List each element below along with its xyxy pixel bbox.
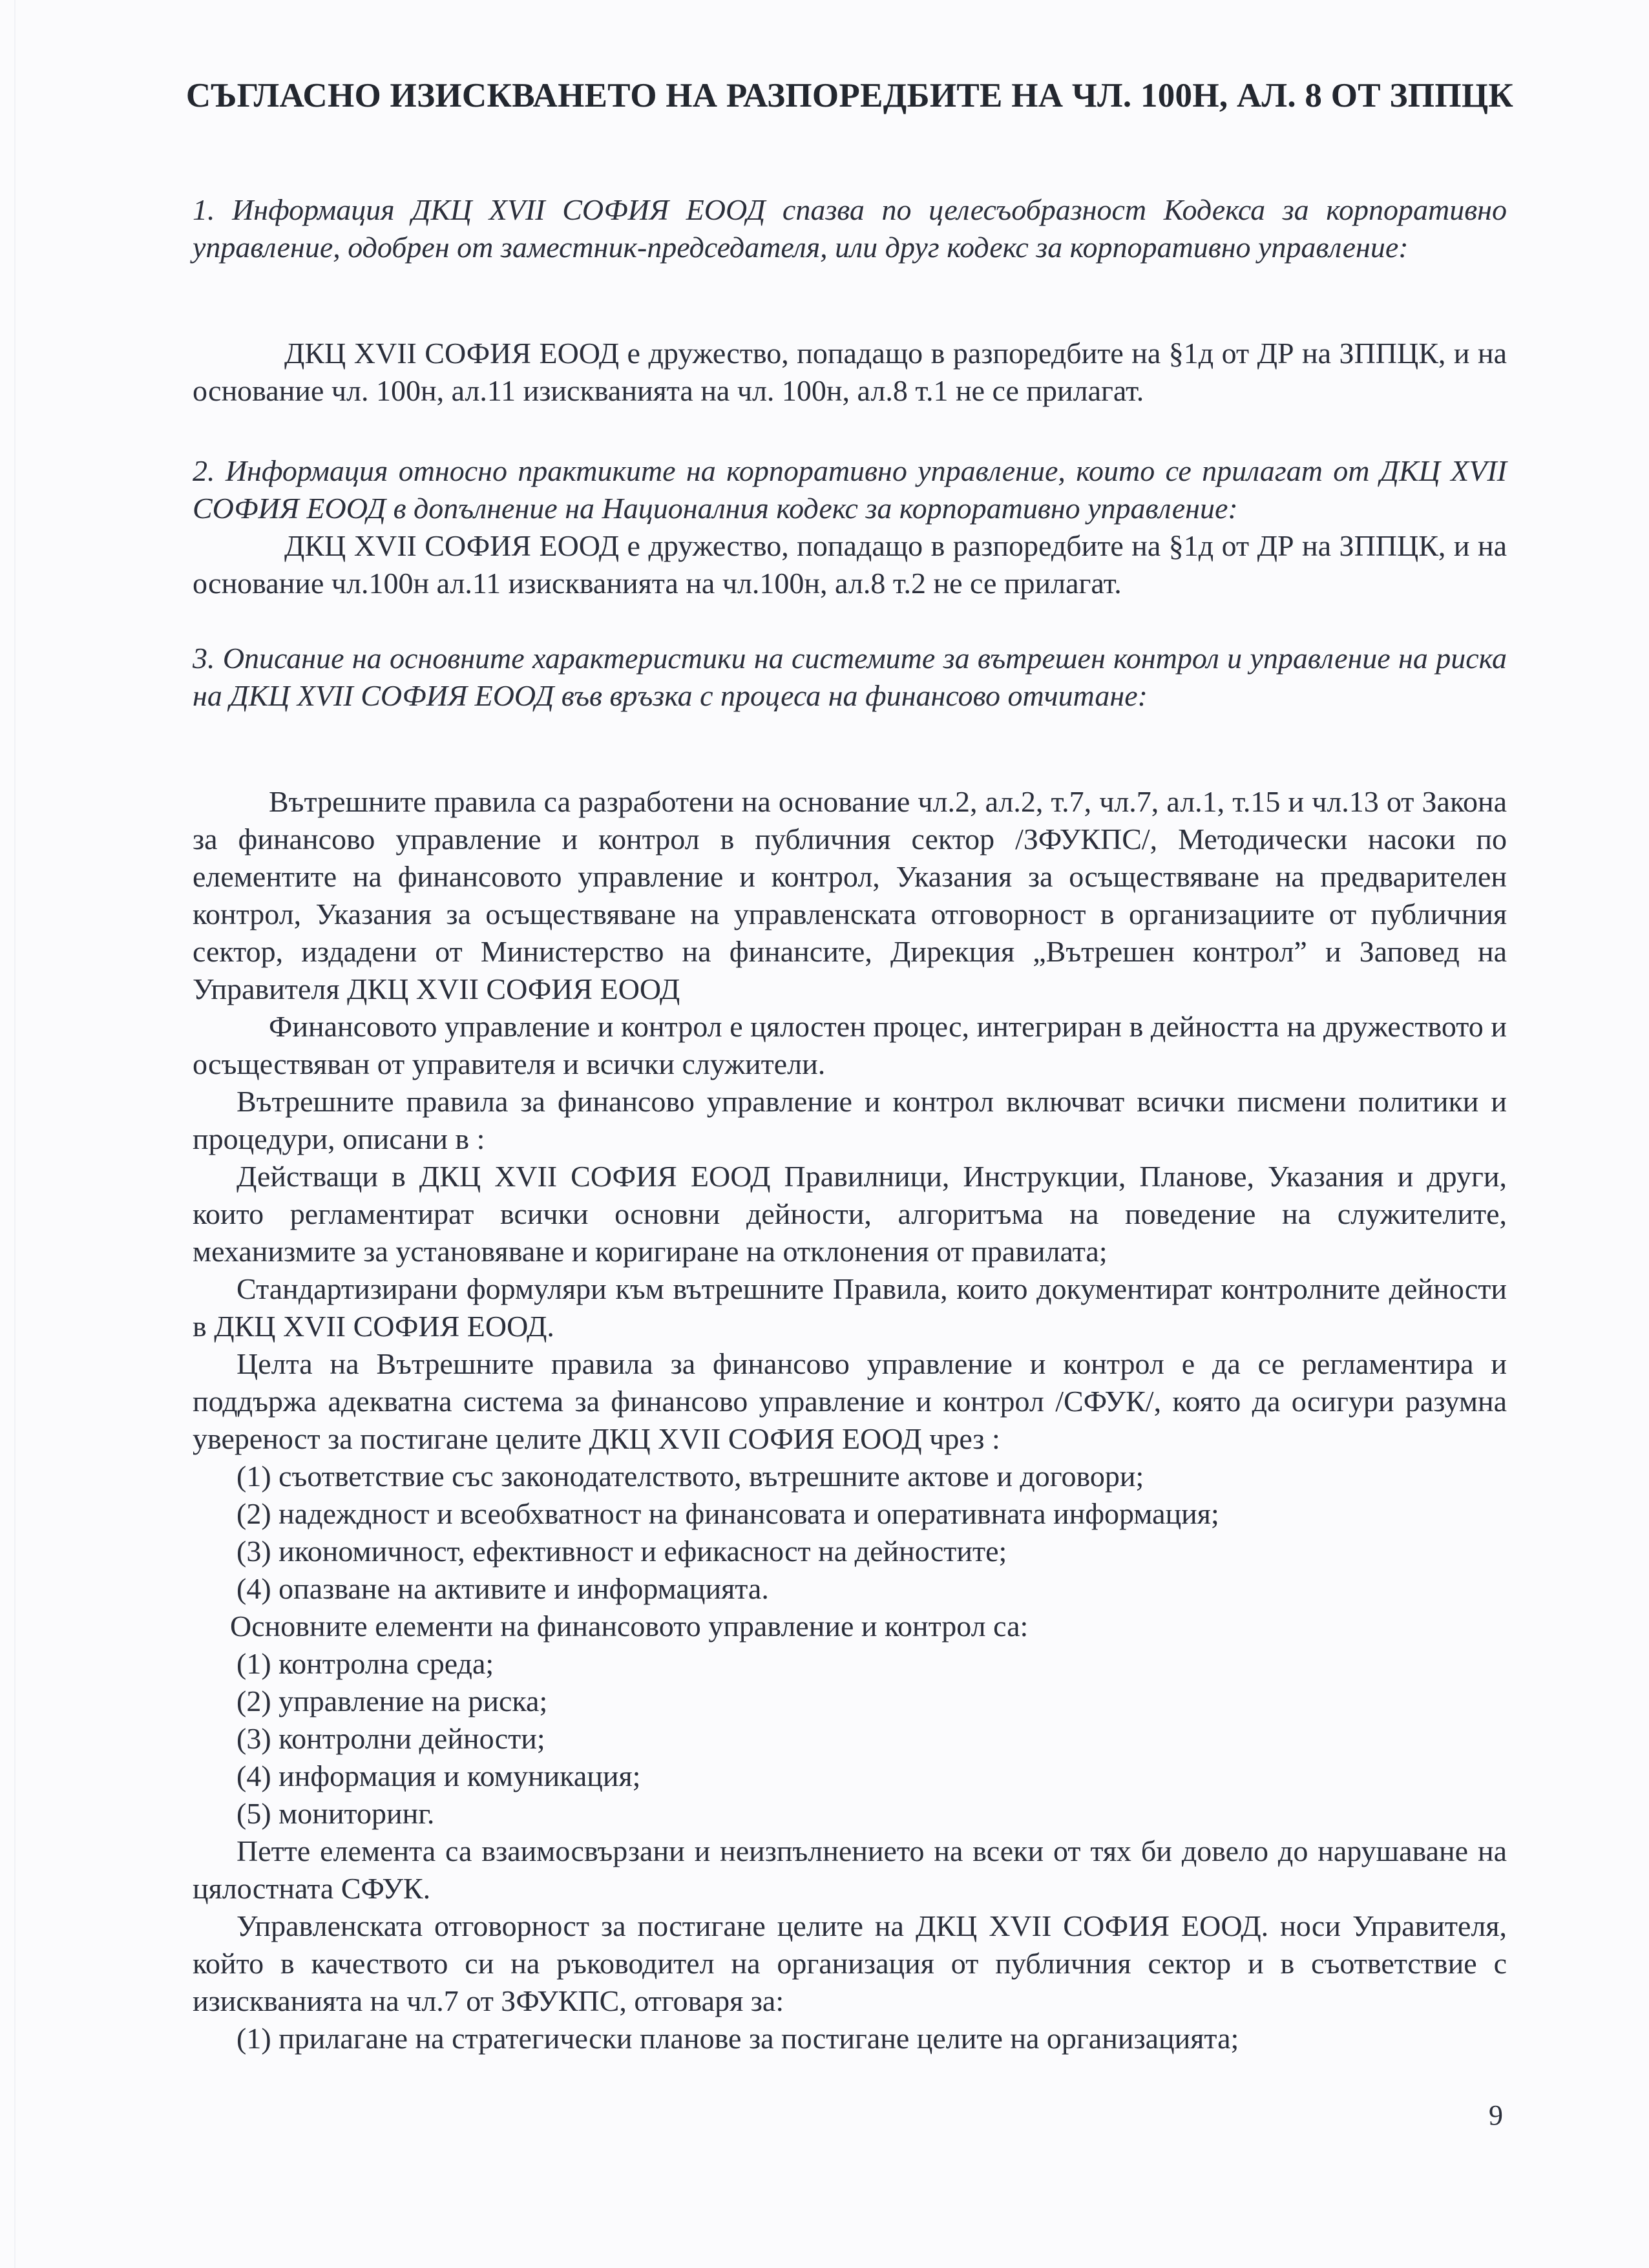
section-2-heading — [193, 452, 1507, 527]
element-item: (5) мониторинг. — [236, 1797, 435, 1830]
document-page — [185, 0, 1514, 2268]
paragraph-legal-basis: Вътрешните правила са разработени на основание чл.2, ал.2, т.7, чл.7, ал.1, т.15 и чл.13 от Закона за финансово управление и контрол в публичния сектор /ЗФУКПС/, Методически насоки по елементите на финансовото управление и контрол, Указания за осъществяване на предварителен контрол, Указания за осъществяване на управленската отговорност в организациите от публичния сектор, издадени от Министерство на финансите, Дирекция „Вътрешен контрол” и Заповед на Управителя ДКЦ XVII СОФИЯ ЕООД — [193, 785, 1507, 1005]
section-2-body — [193, 527, 1507, 602]
elements-lead: Основните елементи на финансовото управление и контрол са: — [230, 1610, 1029, 1643]
goal-item: (1) съответствие със законодателството, вътрешните актове и договори; — [236, 1460, 1144, 1493]
document-title: СЪГЛАСНО ИЗИСКВАНЕТО НА РАЗПОРЕДБИТЕ НА ЧЛ. 100Н, АЛ. 8 ОТ ЗППЦК — [185, 77, 1514, 114]
element-item: (3) контролни дейности; — [236, 1722, 545, 1755]
section-heading-text: 3. Описание на основните характеристики на системите за вътрешен контрол и управление на риска на ДКЦ XVII СОФИЯ ЕООД във връзка с процеса на финансово отчитане: — [193, 642, 1507, 712]
section-1-heading — [193, 191, 1507, 266]
paragraph-purpose: Целта на Вътрешните правила за финансово управление и контрол е да се регламентира и поддържа адекватна система за финансово управление и контрол /СФУК/, която да осигури разумна увереност за постигане целите ДКЦ XVII СОФИЯ ЕООД чрез : — [193, 1347, 1507, 1455]
responsibility-item: (1) прилагане на стратегически планове за постигане целите на организацията; — [236, 2022, 1239, 2055]
section-3-heading — [193, 640, 1507, 715]
paragraph-regulations: Действащи в ДКЦ XVII СОФИЯ ЕООД Правилници, Инструкции, Планове, Указания и други, които регламентират всички основни дейности, алгоритъма на поведение на служителите, механизмите за установяване и коригиране на отклонения от правилата; — [193, 1160, 1507, 1268]
section-heading-text: 2. Информация относно практиките на корпоративно управление, които се прилагат от ДКЦ XVII СОФИЯ ЕООД в допълнение на Националния кодекс за корпоративно управление: — [193, 454, 1507, 525]
section-body-text: ДКЦ XVII СОФИЯ ЕООД е дружество, попадащо в разпоредбите на §1д от ДР на ЗППЦК, и на основание чл. 100н, ал.11 изискванията на чл. 100н, ал.8 т.1 не се прилагат. — [193, 337, 1507, 407]
element-item: (1) контролна среда; — [236, 1647, 494, 1680]
responsibilities-list — [193, 2020, 1507, 2057]
goals-list — [193, 1458, 1507, 1608]
paragraph-management-responsibility: Управленската отговорност за постигане целите на ДКЦ XVII СОФИЯ ЕООД. носи Управителя, който в качеството си на ръководител на организация от публичния сектор и в съответствие с изискванията на чл.7 от ЗФУКПС, отговаря за: — [193, 1909, 1507, 2017]
goal-item: (4) опазване на активите и информацията. — [236, 1572, 769, 1605]
paragraph-internal-rules: Вътрешните правила за финансово управление и контрол включват всички писмени политики и процедури, описани в : — [193, 1085, 1507, 1155]
element-item: (2) управление на риска; — [236, 1685, 548, 1717]
page-number: 9 — [1489, 2099, 1503, 2131]
elements-list — [193, 1645, 1507, 1832]
paragraph-forms: Стандартизирани формуляри към вътрешните Правила, които документират контролните дейности в ДКЦ XVII СОФИЯ ЕООД. — [193, 1272, 1507, 1343]
section-3-body — [193, 783, 1507, 2057]
goal-item: (3) икономичност, ефективност и ефикасност на дейностите; — [236, 1535, 1007, 1568]
element-item: (4) информация и комуникация; — [236, 1759, 641, 1792]
paragraph-interrelation: Петте елемента са взаимосвързани и неизпълнението на всеки от тях би довело до нарушаване на цялостната СФУК. — [193, 1834, 1507, 1905]
section-heading-text: 1. Информация ДКЦ XVII СОФИЯ ЕООД спазва по целесъобразност Кодекса за корпоративно управление, одобрен от заместник-председателя, или друг кодекс за корпоративно управление: — [193, 193, 1507, 264]
goal-item: (2) надеждност и всеобхватност на финансовата и оперативната информация; — [236, 1497, 1219, 1530]
section-body-text: ДКЦ XVII СОФИЯ ЕООД е дружество, попадащо в разпоредбите на §1д от ДР на ЗППЦК, и на основание чл.100н ал.11 изискванията на чл.100н, ал.8 т.2 не се прилагат. — [193, 529, 1507, 600]
scan-edge — [14, 0, 16, 2268]
paragraph-fmc-definition: Финансовото управление и контрол е цялостен процес, интегриран в дейността на дружеството и осъществяван от управителя и всички служители. — [193, 1010, 1507, 1080]
section-1-body — [193, 335, 1507, 410]
